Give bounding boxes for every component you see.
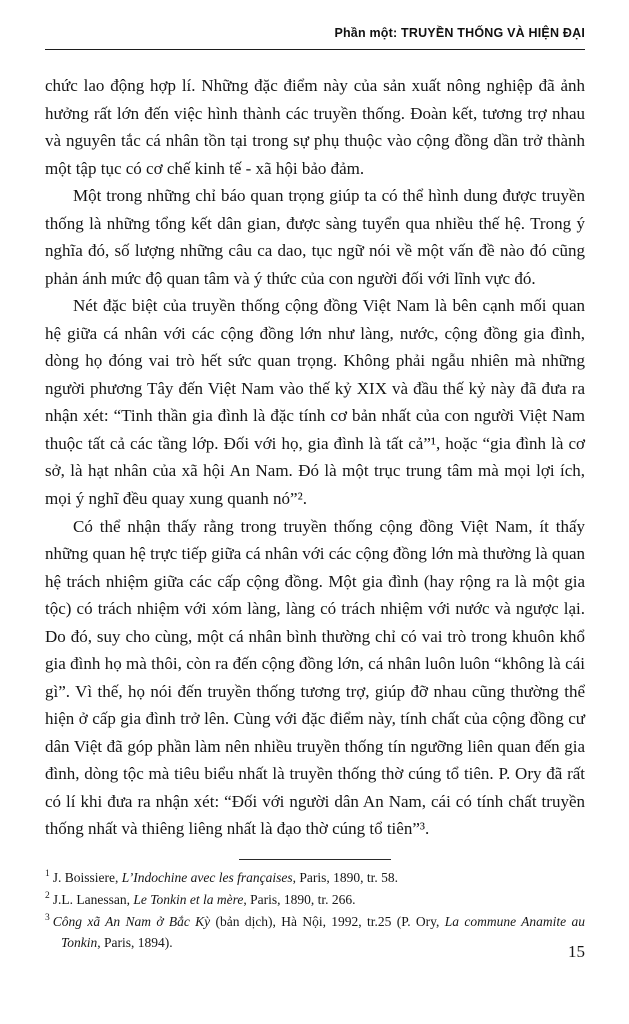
footnote-marker: 1 <box>45 869 50 880</box>
footnote-text: , Paris, 1890, tr. 266. <box>243 891 356 907</box>
footnote <box>45 868 585 889</box>
paragraph: Nét đặc biệt của truyền thống cộng đồng Việt Nam là bên cạnh mối quan hệ giữa cá nhân với các cộng đồng lớn như làng, nước, cộng đồng gia đình, dòng họ đóng vai trò hết sức quan trọng. Không phải ngẫu nhiên mà những người phương Tây đến Việt Nam vào thế kỷ XIX và đầu thế kỷ này đã đưa ra nhận xét: “Tinh thần gia đình là đặc tính cơ bản nhất của con người Việt Nam thuộc tất cả các tầng lớp. Đối với họ, gia đình là tất cả”¹, hoặc “gia đình là cơ sở, là hạt nhân của xã hội An Nam. Đó là một trục trung tâm mà mọi lợi ích, mọi ý nghĩ đều quay xung quanh nó”². <box>45 296 585 508</box>
page-number: 15 <box>568 942 585 961</box>
paragraph: chức lao động hợp lí. Những đặc điểm này của sản xuất nông nghiệp đã ảnh hưởng rất lớn đến việc hình thành các truyền thống. Đoàn kết, tương trợ nhau và nguyên tắc cá nhân tồn tại trong sự phụ thuộc vào cộng đồng dần trở thành một tập tục có cơ chế kinh tế - xã hội bảo đảm. <box>45 76 585 178</box>
footnote-text: J. Boissiere, <box>52 869 122 885</box>
footnote-marker: 2 <box>45 891 50 902</box>
paragraph: Một trong những chỉ báo quan trọng giúp ta có thể hình dung được truyền thống là những tổng kết dân gian, được sàng tuyển qua nhiều thế hệ. Trong ý nghĩa đó, số lượng những câu ca dao, tục ngữ nói về một vấn đề nào đó cũng phản ánh mức độ quan tâm và ý thức của con người đối với lĩnh vực đó. <box>45 186 585 288</box>
footnote-work-title: Công xã An Nam ở Bắc Kỳ <box>52 913 211 929</box>
footnote-text: (bản dịch), Hà Nội, 1992, tr.25 (P. Ory, <box>210 913 445 929</box>
footnote-work-title: La commune Anamite au Tonkin <box>61 913 585 950</box>
footnote-work-title: Le Tonkin et la mère <box>133 891 244 907</box>
footnote-text: J.L. Lanessan, <box>52 891 134 907</box>
footnotes <box>45 868 585 954</box>
paragraph: Có thể nhận thấy rằng trong truyền thống cộng đồng Việt Nam, ít thấy những quan hệ trực tiếp giữa cá nhân với các cộng đồng lớn mà thường là quan hệ trách nhiệm giữa các cấp cộng đồng. Một gia đình (hay rộng ra là một gia tộc) có trách nhiệm với xóm làng, làng có trách nhiệm với nước và ngược lại. Do đó, suy cho cùng, một cá nhân bình thường chỉ có vai trò trong khuôn khổ gia đình họ mà thôi, còn ra đến cộng đồng lớn, cá nhân luôn luôn “không là cái gì”. Vì thế, họ nói đến truyền thống tương trợ, giúp đỡ nhau cũng thường thể hiện ở cấp gia đình trở lên. Cùng với đặc điểm này, tính chất của cộng đồng cư dân Việt đã góp phần làm nên nhiều truyền thống tín ngưỡng liên quan đến gia đình, dòng tộc mà tiêu biểu nhất là truyền thống thờ cúng tổ tiên. P. Ory đã rất có lí khi đưa ra nhận xét: “Đối với người dân An Nam, cái có tính chất truyền thống nhất và thiêng liêng nhất là đạo thờ cúng tổ tiên”³. <box>45 516 585 839</box>
body-text <box>45 72 585 843</box>
footnote <box>45 890 585 911</box>
footnote-text: , Paris, 1894). <box>97 934 173 950</box>
running-head: Phần một: TRUYỀN THỐNG VÀ HIỆN ĐẠI <box>45 26 585 50</box>
footnote-separator-rule <box>239 859 391 860</box>
footnote-work-title: L’Indochine avec les françaises <box>121 869 293 885</box>
footnote-marker: 3 <box>45 913 50 924</box>
footnote-text: , Paris, 1890, tr. 58. <box>292 869 398 885</box>
footnote <box>45 912 585 954</box>
